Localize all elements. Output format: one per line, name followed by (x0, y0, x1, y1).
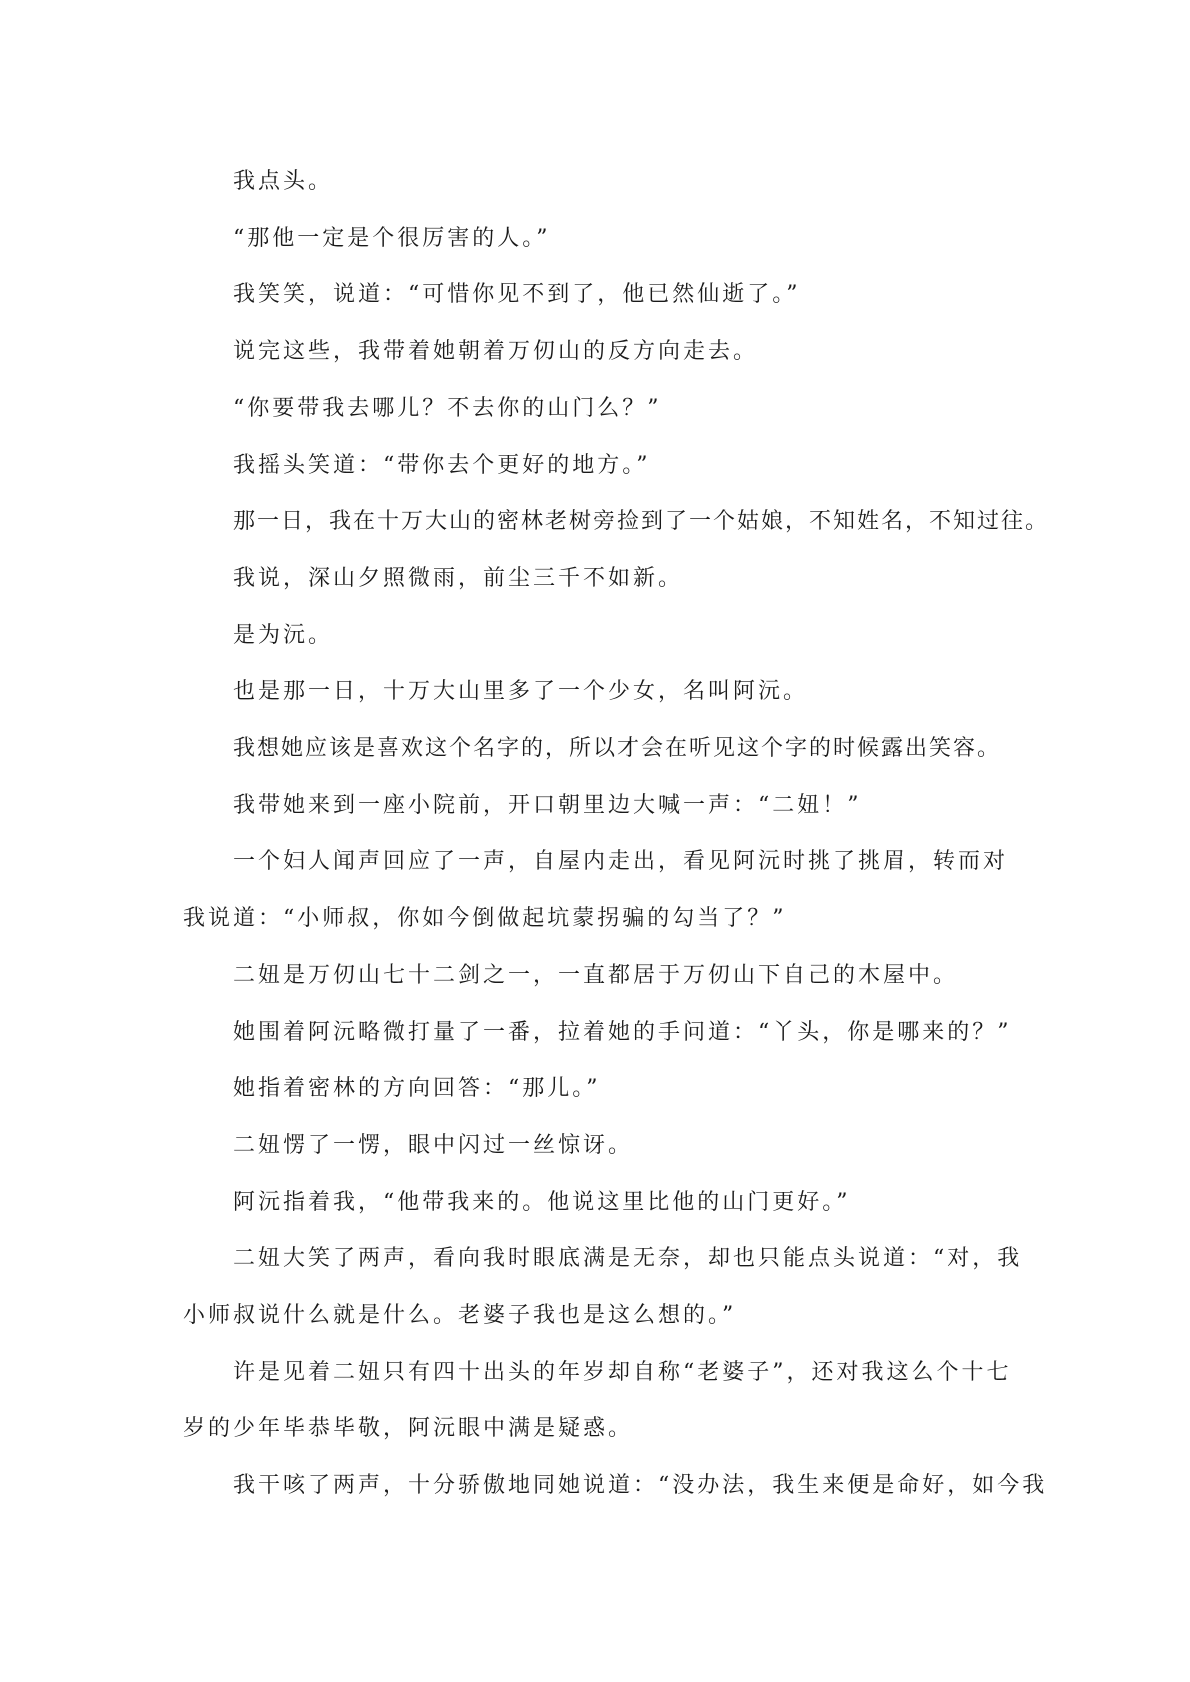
paragraph: 一个妇人闻声回应了一声，自屋内走出，看见阿沅时挑了挑眉，转而对我说道：“小师叔，你如今倒做起坑蒙拐骗的勾当了？” (183, 849, 1009, 932)
document-body (183, 154, 1050, 1515)
paragraph: 许是见着二妞只有四十出头的年岁却自称“老婆子”，还对我这么个十七岁的少年毕恭毕敬，阿沅眼中满是疑惑。 (183, 1359, 1012, 1442)
paragraph: 我带她来到一座小院前，开口朝里边大喊一声：“二妞！” (233, 792, 862, 818)
paragraph: 我干咳了两声，十分骄傲地同她说道：“没办法，我生来便是命好，如今我 (233, 1473, 1048, 1499)
paragraph: 那一日，我在十万大山的密林老树旁捡到了一个姑娘，不知姓名，不知过往。 (233, 509, 1050, 535)
paragraph: 阿沅指着我，“他带我来的。他说这里比他的山门更好。” (233, 1189, 851, 1215)
paragraph: 我笑笑，说道：“可惜你见不到了，他已然仙逝了。” (233, 282, 801, 308)
paragraph: 说完这些，我带着她朝着万仞山的反方向走去。 (233, 339, 759, 365)
paragraph: “那他一定是个很厉害的人。” (233, 225, 551, 251)
paragraph: 二妞大笑了两声，看向我时眼底满是无奈，却也只能点头说道：“对，我小师叔说什么就是什么。老婆子我也是这么想的。” (183, 1246, 1023, 1329)
paragraph: 二妞是万仞山七十二剑之一，一直都居于万仞山下自己的木屋中。 (233, 962, 959, 988)
paragraph: 我点头。 (233, 169, 334, 194)
paragraph: “你要带我去哪儿？不去你的山门么？” (233, 395, 662, 421)
paragraph: 我说，深山夕照微雨，前尘三千不如新。 (233, 565, 684, 591)
paragraph: 她围着阿沅略微打量了一番，拉着她的手问道：“丫头，你是哪来的？” (233, 1019, 1012, 1045)
paragraph: 二妞愣了一愣，眼中闪过一丝惊讶。 (233, 1132, 634, 1158)
paragraph: 她指着密林的方向回答：“那儿。” (233, 1076, 601, 1102)
paragraph: 也是那一日，十万大山里多了一个少女，名叫阿沅。 (233, 679, 809, 705)
paragraph: 我摇头笑道：“带你去个更好的地方。” (233, 452, 651, 478)
paragraph: 我想她应该是喜欢这个名字的，所以才会在听见这个字的时候露出笑容。 (233, 736, 1002, 762)
paragraph: 是为沅。 (233, 622, 334, 648)
